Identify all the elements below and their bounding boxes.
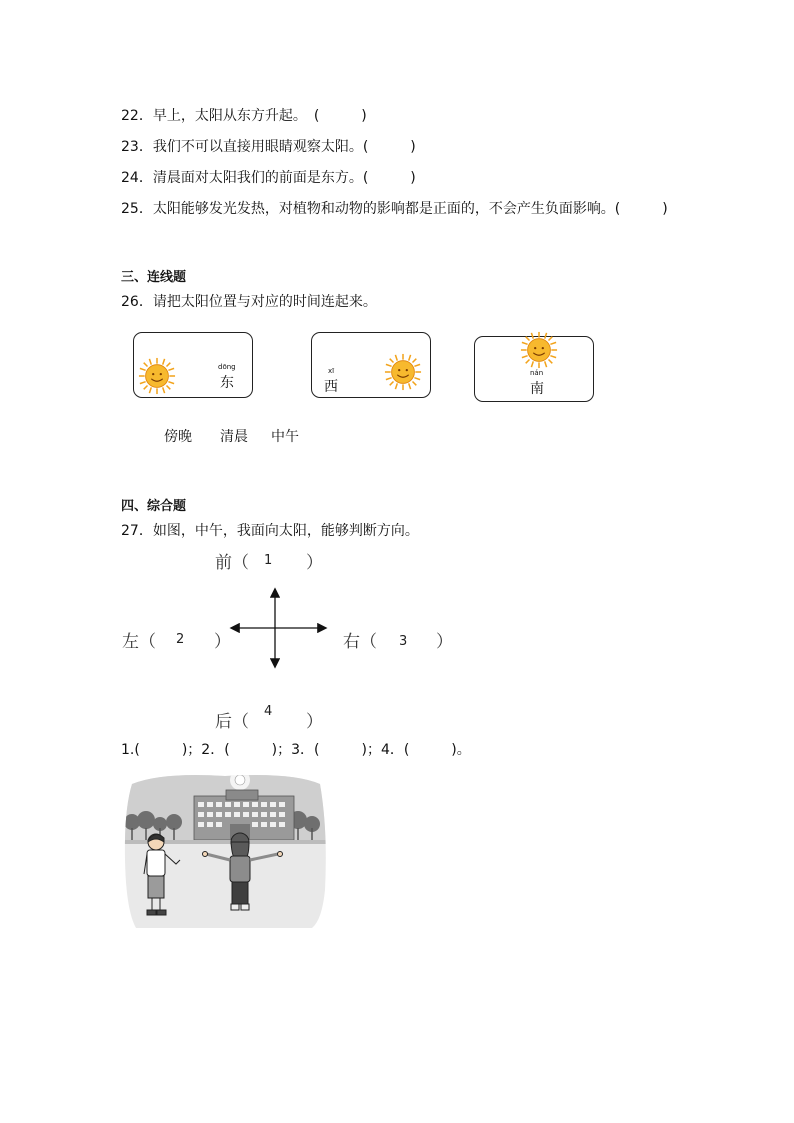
sun-icon <box>384 353 422 391</box>
section-title-comprehensive: 四、综合题 <box>121 499 187 514</box>
right-label: 右（ <box>343 632 377 652</box>
question-22: 22．早上，太阳从东方升起。 ( ) <box>121 108 367 124</box>
sun-icon <box>520 331 558 369</box>
left-label: 左（ <box>122 632 156 652</box>
direction-front <box>215 548 249 573</box>
question-25: 25．太阳能够发光发热，对植物和动物的影响都是正面的，不会产生负面影响。( ) <box>121 201 668 217</box>
question-26: 26．请把太阳位置与对应的时间连起来。 <box>121 294 377 310</box>
sun-card-east <box>133 332 253 398</box>
left-number: 2 <box>176 632 185 647</box>
hanzi-west: 西 <box>324 379 338 395</box>
back-close: ） <box>306 712 323 732</box>
hanzi-south: 南 <box>530 381 544 397</box>
section-title-matching: 三、连线题 <box>121 270 187 285</box>
pinyin-nan: nán <box>530 369 544 377</box>
answer-line: 1.( )；2．( )；3．( )；4．( )。 <box>121 742 471 758</box>
left-close: ） <box>214 632 231 652</box>
back-number: 4 <box>264 704 273 719</box>
noon-scene-illustration <box>122 770 328 932</box>
question-24: 24．清晨面对太阳我们的前面是东方。( ) <box>121 170 416 186</box>
right-number: 3 <box>399 634 408 649</box>
time-label-dusk: 傍晚 <box>164 429 192 445</box>
pinyin-dong: dōng <box>218 363 236 371</box>
hanzi-east: 东 <box>220 375 234 391</box>
question-23: 23．我们不可以直接用眼睛观察太阳。( ) <box>121 139 416 155</box>
sun-card-west <box>311 332 431 398</box>
time-label-noon: 中午 <box>271 429 299 445</box>
sun-icon <box>138 357 176 395</box>
time-label-dawn: 清晨 <box>220 429 248 445</box>
back-label: 后（ <box>215 712 249 732</box>
right-close: ） <box>436 632 453 652</box>
pinyin-xi: xī <box>328 367 335 375</box>
sun-card-south <box>474 336 594 402</box>
front-label: 前（ <box>215 553 249 573</box>
direction-cross-arrows <box>228 586 330 670</box>
front-close: ） <box>306 553 323 573</box>
question-27: 27．如图，中午，我面向太阳，能够判断方向。 <box>121 523 419 539</box>
front-number: 1 <box>264 553 273 568</box>
